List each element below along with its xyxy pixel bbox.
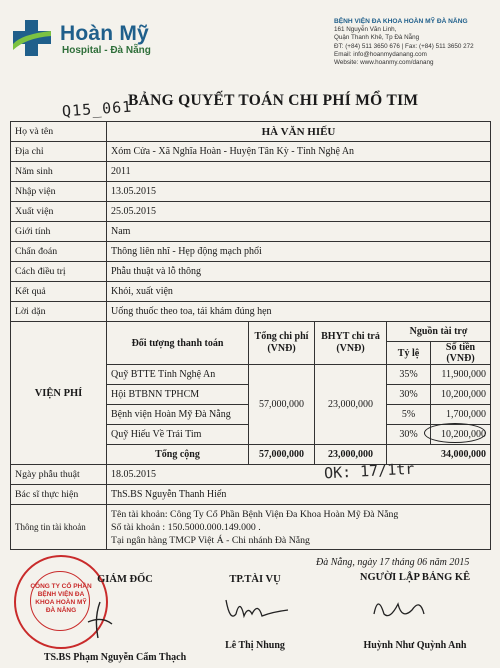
value-discharge: 25.05.2015 <box>107 202 491 222</box>
value-advice: Uống thuốc theo toa, tái khám đúng hẹn <box>107 302 491 322</box>
director-name: TS.BS Phạm Nguyễn Cẩm Thạch <box>43 652 187 663</box>
fee-amount: 10,200,000 <box>431 385 491 405</box>
row-bank <box>11 505 491 550</box>
label-result: Kết quả <box>11 282 107 302</box>
row-surgeon <box>11 485 491 505</box>
director-name-block <box>20 652 210 663</box>
fee-rate: 30% <box>387 385 431 405</box>
col-sponsor-header: Nguồn tài trợ <box>387 322 491 342</box>
row-gender <box>11 222 491 242</box>
preparer-name: Huỳnh Như Quỳnh Anh <box>363 640 467 651</box>
label-discharge: Xuất viện <box>11 202 107 222</box>
row-birth <box>11 162 491 182</box>
value-diagnosis: Thông liên nhĩ - Hẹp động mạch phổi <box>107 242 491 262</box>
bank-account-name: Tên tài khoản: Công Ty Cổ Phần Bệnh Viện Đa Khoa Hoàn Mỹ Đà Nẵng <box>111 508 399 520</box>
handwritten-doc-code: Q15_061 <box>61 97 133 121</box>
label-address: Địa chỉ <box>11 142 107 162</box>
handwritten-ok-note: OK: 17/1tr <box>323 459 415 483</box>
fee-total-cost: 57,000,000 <box>249 365 315 445</box>
preparer-signature-block <box>345 572 485 583</box>
row-treatment <box>11 262 491 282</box>
hospital-email: Email: info@hoanmydanang.com <box>334 50 427 58</box>
director-signature-block <box>70 574 180 585</box>
preparer-signature-icon <box>368 590 438 624</box>
document-title: BẢNG QUYẾT TOÁN CHI PHÍ MỔ TIM <box>128 92 419 109</box>
value-gender: Nam <box>107 222 491 242</box>
label-birth: Năm sinh <box>11 162 107 182</box>
finance-signature-block <box>200 574 310 585</box>
row-result <box>11 282 491 302</box>
sum-total: 57,000,000 <box>249 445 315 465</box>
brand-name: Hoàn Mỹ <box>60 22 149 45</box>
value-birth: 2011 <box>107 162 491 182</box>
col-payer-header: Đối tượng thanh toán <box>107 322 249 365</box>
label-admit: Nhập viện <box>11 182 107 202</box>
fee-payer: Quỹ Hiếu Về Trái Tim <box>107 425 249 445</box>
value-bank <box>107 505 491 550</box>
fee-rate: 35% <box>387 365 431 385</box>
fee-bhyt-paid: 23,000,000 <box>315 365 387 445</box>
label-gender: Giới tính <box>11 222 107 242</box>
fee-payer: Quỹ BTTE Tỉnh Nghệ An <box>107 365 249 385</box>
label-surgery-date: Ngày phẫu thuật <box>11 465 107 485</box>
label-diagnosis: Chẩn đoán <box>11 242 107 262</box>
sum-bhyt: 23,000,000 <box>315 445 387 465</box>
hospital-phone: ĐT: (+84) 511 3650 676 | Fax: (+84) 511 3650 272 <box>334 42 474 50</box>
hospital-website: Website: www.hoanmy.com/danang <box>334 59 434 67</box>
finance-name-block <box>200 640 310 651</box>
fee-rate: 30% <box>387 425 431 445</box>
row-diagnosis <box>11 242 491 262</box>
finance-name: Lê Thị Nhung <box>225 640 285 651</box>
sum-label: Tổng cộng <box>107 445 249 465</box>
label-treatment: Cách điều trị <box>11 262 107 282</box>
value-admit: 13.05.2015 <box>107 182 491 202</box>
col-total-header: Tổng chi phí (VNĐ) <box>249 322 315 365</box>
fee-payer: Bệnh viện Hoàn Mỹ Đà Nẵng <box>107 405 249 425</box>
finance-title: TP.TÀI VỤ <box>229 574 281 585</box>
director-signature-icon <box>80 598 120 644</box>
bank-account-number: Số tài khoản : 150.5000.000.149.000 . <box>111 521 261 533</box>
label-name: Họ và tên <box>11 122 107 142</box>
hospital-address-line2: Quận Thanh Khê, Tp Đà Nẵng <box>334 34 420 42</box>
fees-section-label: VIỆN PHÍ <box>11 322 107 465</box>
fee-payer: Hội BTBNN TPHCM <box>107 385 249 405</box>
hospital-contact-info <box>334 18 498 67</box>
value-result: Khỏi, xuất viện <box>107 282 491 302</box>
value-name: HÀ VĂN HIẾU <box>107 122 491 142</box>
fee-amount: 1,700,000 <box>431 405 491 425</box>
col-bhyt-header: BHYT chi trả (VNĐ) <box>315 322 387 365</box>
label-surgeon: Bác sĩ thực hiện <box>11 485 107 505</box>
finance-signature-icon <box>222 592 292 626</box>
label-advice: Lời dặn <box>11 302 107 322</box>
row-discharge <box>11 202 491 222</box>
fee-amount: 10,200,000 <box>431 425 491 445</box>
handwritten-circle-mark <box>424 423 486 443</box>
preparer-title: NGƯỜI LẬP BẢNG KÊ <box>359 572 471 583</box>
row-admit <box>11 182 491 202</box>
hospital-name: BỆNH VIỆN ĐA KHOA HOÀN MỸ ĐÀ NẴNG <box>334 18 468 25</box>
col-rate-header: Tỷ lệ <box>387 342 431 365</box>
settlement-table <box>10 121 491 550</box>
value-surgery-date: 18.05.2015 <box>107 465 491 485</box>
stamp-text: CÔNG TY CỔ PHẦN BỆNH VIỆN ĐA KHOA HOÀN MỸ ĐÀ NẴNG <box>30 583 92 614</box>
director-title: GIÁM ĐỐC <box>97 574 153 585</box>
label-bank: Thông tin tài khoản <box>11 505 107 550</box>
col-amount-header: Số tiền (VNĐ) <box>431 342 491 365</box>
row-address <box>11 142 491 162</box>
value-surgeon: ThS.BS Nguyễn Thanh Hiển <box>107 485 491 505</box>
brand-subtitle: Hospital - Đà Nẵng <box>62 45 151 56</box>
row-advice <box>11 302 491 322</box>
hospital-address-line1: 161 Nguyễn Văn Linh, <box>334 26 397 34</box>
fee-amount: 11,900,000 <box>431 365 491 385</box>
fee-rate: 5% <box>387 405 431 425</box>
sign-date-line: Đà Nẵng, ngày 17 tháng 06 năm 2015 <box>316 557 470 568</box>
value-treatment: Phẫu thuật và lỗ thông <box>107 262 491 282</box>
fees-header-row-1 <box>11 322 491 342</box>
value-address: Xóm Cửa - Xã Nghĩa Hoàn - Huyện Tân Kỳ - Tỉnh Nghệ An <box>107 142 491 162</box>
row-name <box>11 122 491 142</box>
preparer-name-block <box>345 640 485 651</box>
sum-amount: 34,000,000 <box>387 445 491 465</box>
hospital-cross-logo-icon <box>10 20 54 56</box>
letterhead <box>0 0 500 68</box>
row-surgery-date <box>11 465 491 485</box>
bank-branch: Tại ngân hàng TMCP Việt Á - Chi nhánh Đà Nẵng <box>111 534 310 546</box>
